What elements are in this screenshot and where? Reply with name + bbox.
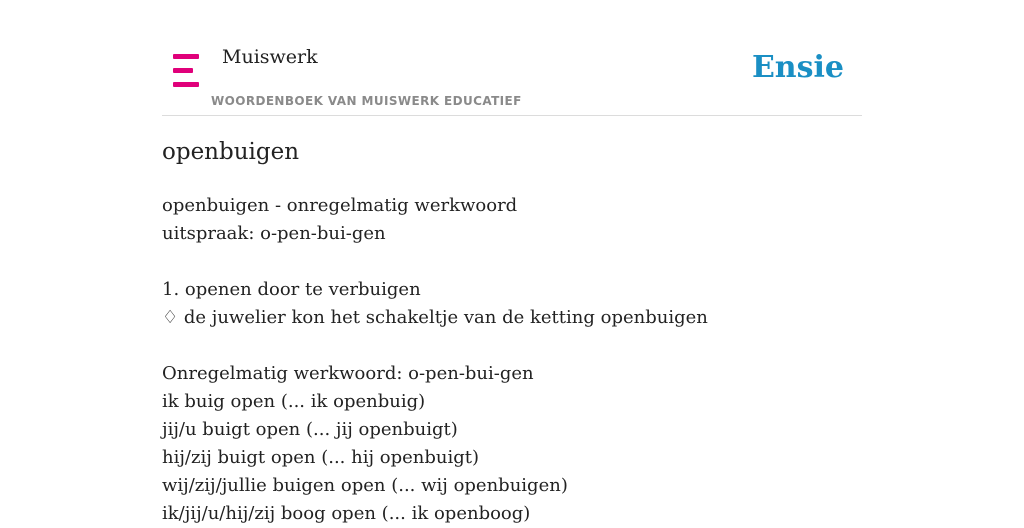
entry-line: ik buig open (... ik openbuig) <box>162 391 426 412</box>
page-container <box>162 0 862 524</box>
logo-bar-middle <box>173 68 193 73</box>
muiswerk-logo-icon[interactable] <box>173 54 201 88</box>
logo-bar-top <box>173 54 199 59</box>
entry-line: ♢ de juwelier kon het schakeltje van de ketting openbuigen <box>162 307 708 328</box>
entry-line: wij/zij/jullie buigen open (... wij openbuigen) <box>162 475 568 496</box>
site-name-link[interactable]: Muiswerk <box>222 46 318 68</box>
entry-line: openbuigen - onregelmatig werkwoord <box>162 195 518 216</box>
entry-body <box>162 192 708 528</box>
entry-line: ik/jij/u/hij/zij boog open (... ik openboog) <box>162 503 531 524</box>
site-subtitle: WOORDENBOEK VAN MUISWERK EDUCATIEF <box>211 94 522 108</box>
entry-line: Onregelmatig werkwoord: o-pen-bui-gen <box>162 363 534 384</box>
entry-line: 1. openen door te verbuigen <box>162 279 421 300</box>
logo-bar-bottom <box>173 82 199 87</box>
entry-title: openbuigen <box>162 139 300 165</box>
entry-line <box>162 248 708 276</box>
entry-line: uitspraak: o-pen-bui-gen <box>162 223 386 244</box>
entry-line <box>162 332 708 360</box>
entry-line: jij/u buigt open (... jij openbuigt) <box>162 419 458 440</box>
entry-line: hij/zij buigt open (... hij openbuigt) <box>162 447 480 468</box>
site-header <box>162 0 862 116</box>
ensie-brand-link[interactable]: Ensie <box>751 50 844 85</box>
